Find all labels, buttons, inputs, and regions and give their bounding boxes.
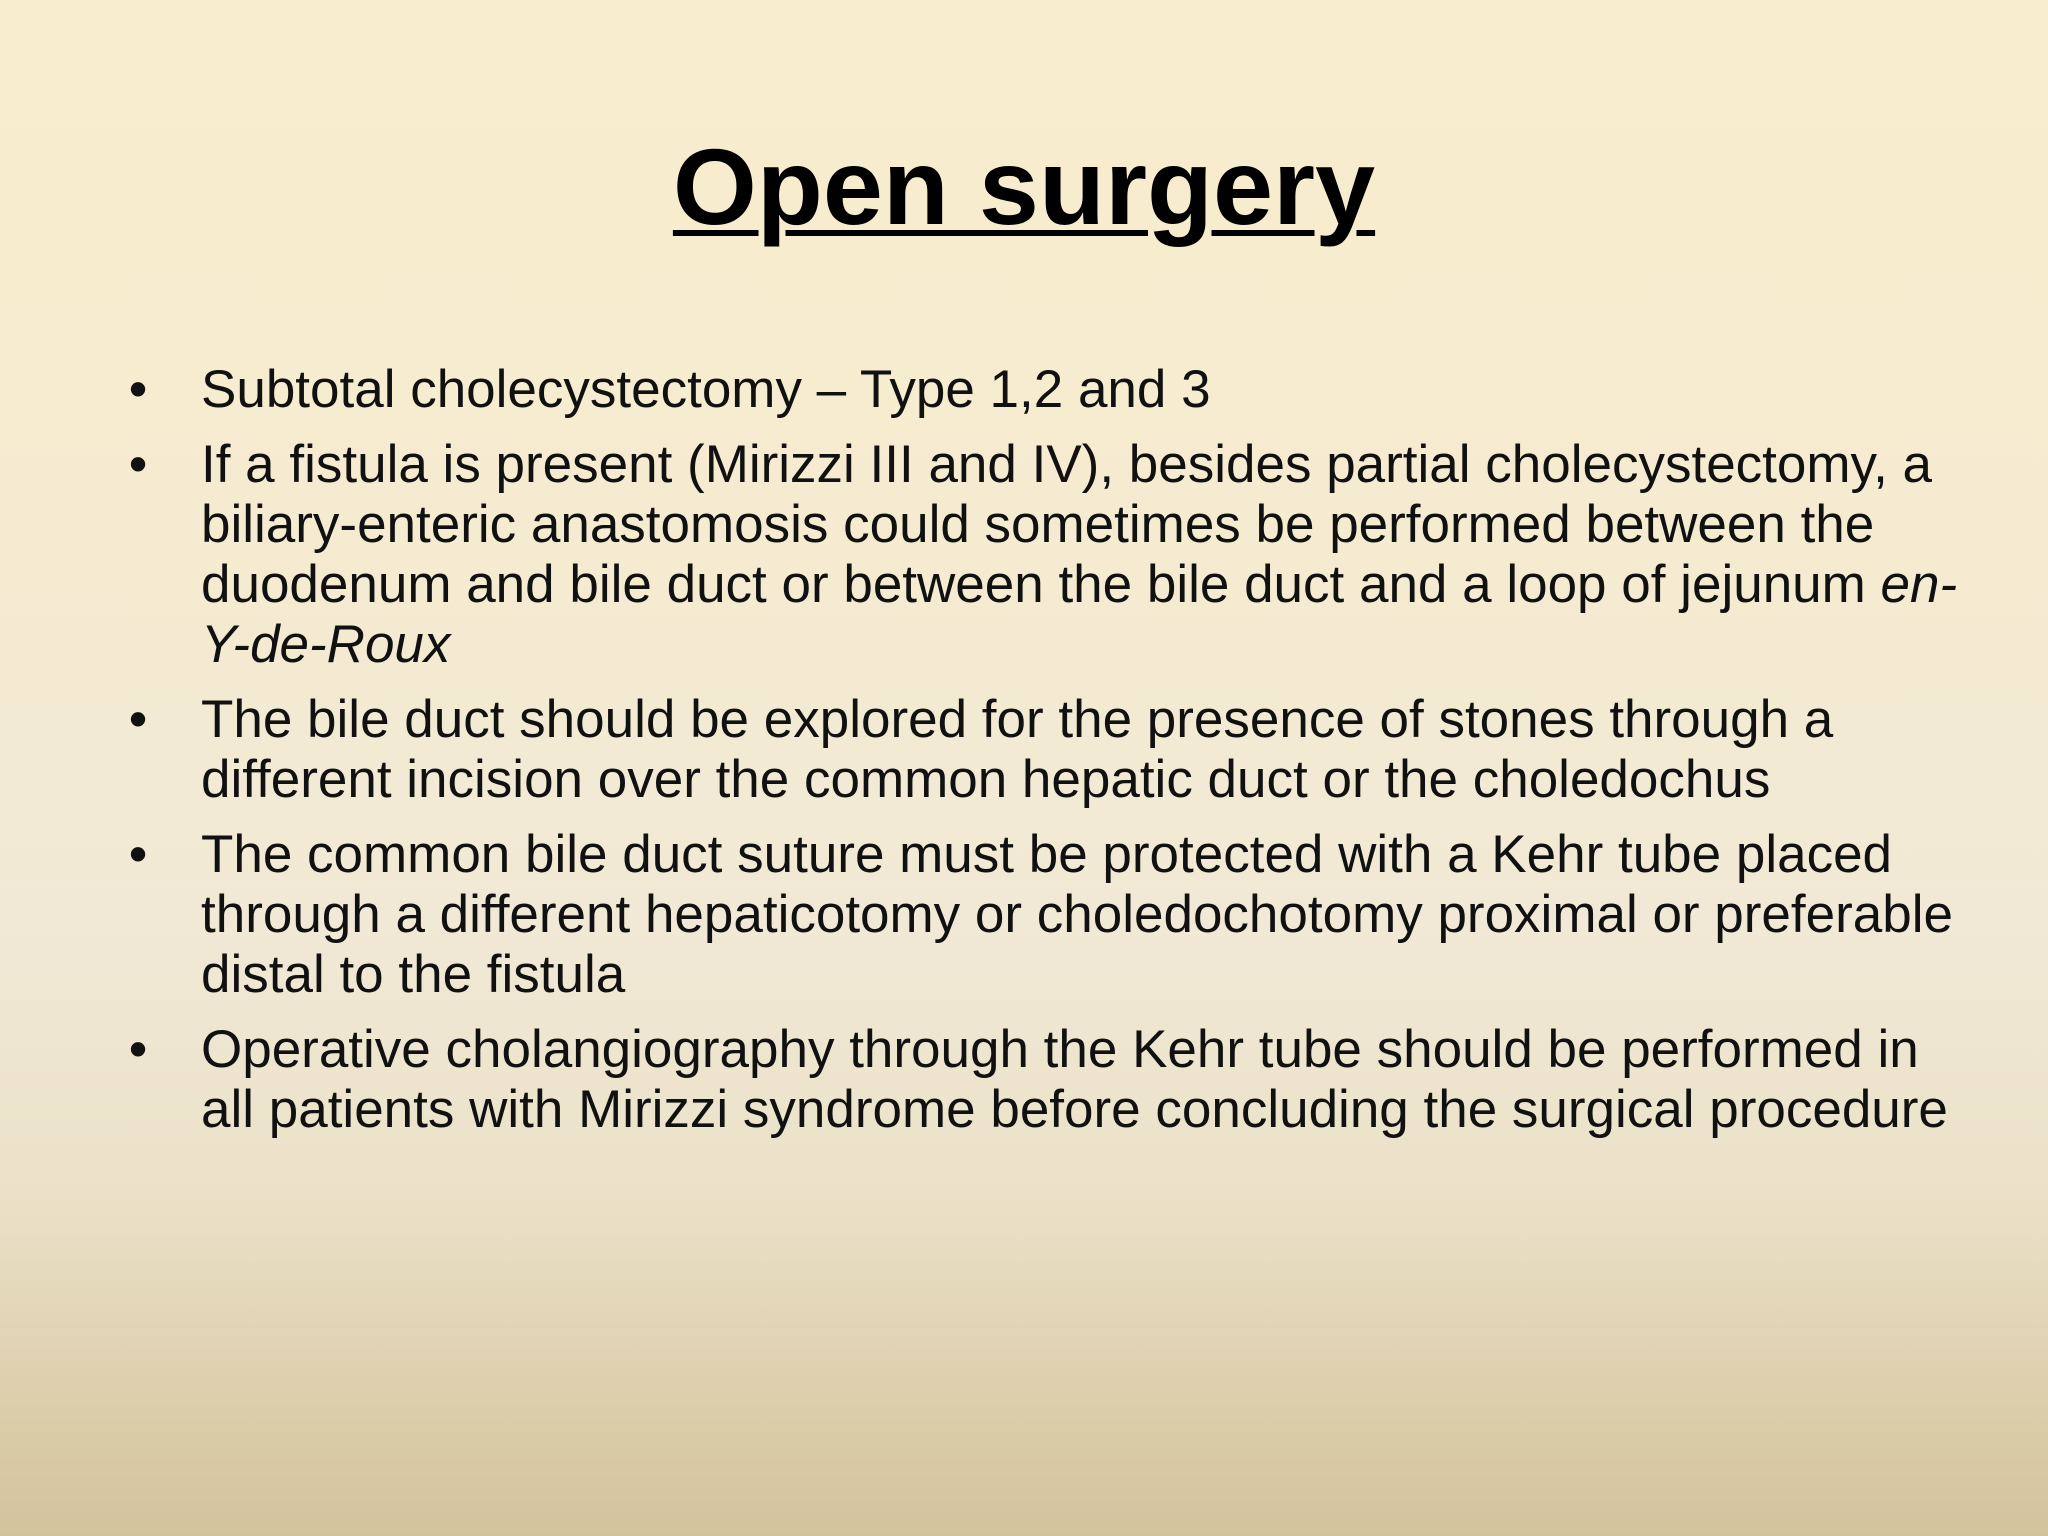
bullet-dot-icon: • bbox=[128, 435, 148, 494]
bullet-italic-term: en-Y-de-Roux bbox=[201, 555, 1958, 674]
bullet-item bbox=[118, 825, 1958, 1005]
bullet-item bbox=[118, 435, 1958, 675]
bullet-dot-icon: • bbox=[128, 360, 148, 419]
bullet-list bbox=[118, 360, 1958, 1155]
bullet-dot-icon: • bbox=[128, 690, 148, 749]
bullet-text: Operative cholangiography through the Kehr tube should be performed in all patients with Mirizzi syndrome before concluding the surgical procedure bbox=[201, 1020, 1948, 1139]
bullet-item bbox=[118, 1020, 1958, 1140]
bullet-item bbox=[118, 690, 1958, 810]
bullet-text: The bile duct should be explored for the presence of stones through a different incision over the common hepatic duct or the choledochus bbox=[201, 690, 1834, 809]
slide-title bbox=[0, 128, 2048, 247]
bullet-dot-icon: • bbox=[128, 1020, 148, 1079]
slide-title-text: Open surgery bbox=[672, 126, 1376, 247]
bullet-item bbox=[118, 360, 1958, 420]
bullet-text: Subtotal cholecystectomy – Type 1,2 and 3 bbox=[201, 360, 1211, 419]
bullet-dot-icon: • bbox=[128, 825, 148, 884]
bullet-text: The common bile duct suture must be protected with a Kehr tube placed through a different hepaticotomy or choledochotomy proximal or preferable distal to the fistula bbox=[201, 825, 1953, 1004]
bullet-text: If a fistula is present (Mirizzi III and IV), besides partial cholecystectomy, a biliary-enteric anastomosis could sometimes be performed between the duodenum and bile duct or between the bile duct and a loop of jejunum bbox=[201, 435, 1933, 614]
